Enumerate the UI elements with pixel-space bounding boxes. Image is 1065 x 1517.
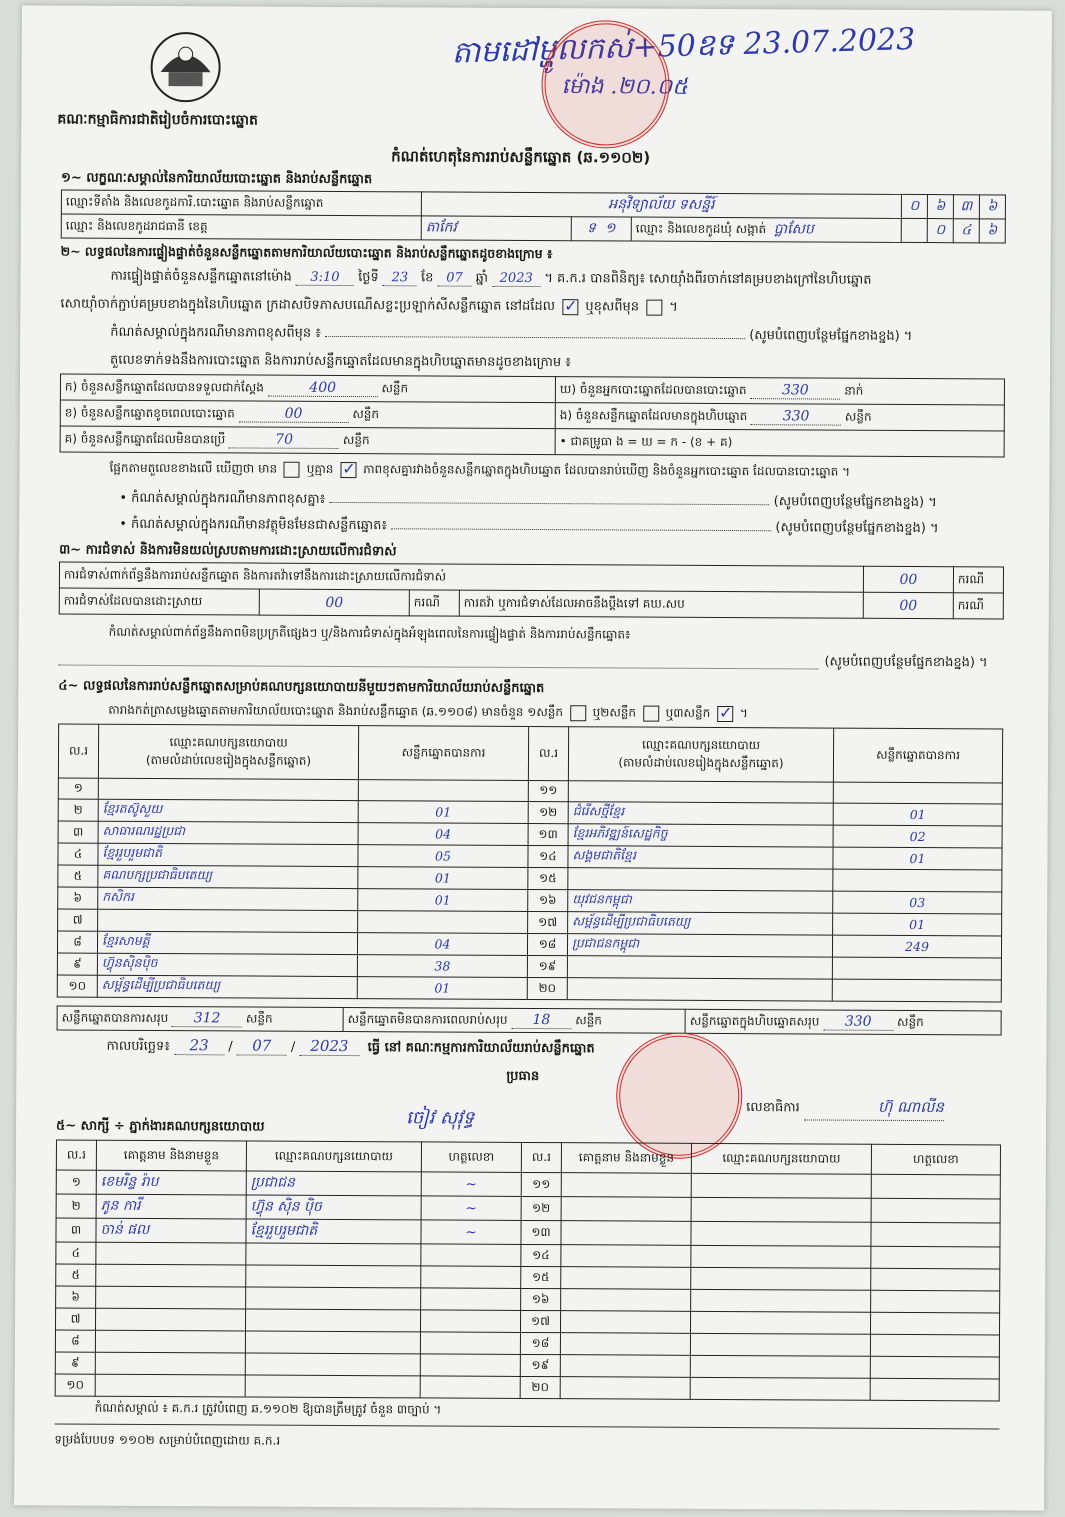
witness-name xyxy=(561,1221,691,1246)
witness-name xyxy=(95,1330,245,1353)
row-no: ១៣ xyxy=(521,1220,561,1244)
row-no: ៥ xyxy=(58,865,98,887)
row-no: ១២ xyxy=(528,801,568,823)
witness-signature xyxy=(871,1290,1000,1313)
chair-signature: ចៀវ សុវុទ្ធ xyxy=(406,1107,475,1129)
figures-intro: តួលេខទាក់ទងនឹងការបោះឆ្នោត និងការរាប់សន្លឹកឆ្នោតដែលមានក្នុងហិបឆ្នោតមានដូចខាងក្រោម ៖ xyxy=(110,352,572,371)
total-invalid-value: 18 xyxy=(511,1011,571,1028)
witness-party xyxy=(690,1333,870,1356)
sheets-line: តារាងកត់ត្រាសម្លេងឆ្នោតតាមការិយាល័យបោះឆ្នោត និងរាប់សន្លឹកឆ្នោត (ឆ.១១០៨) មានចំនួន ១សន្លឹក ឬ២សន្លឹក ឬ៣សន្លឹក ✓ ។ xyxy=(108,702,748,723)
year-label: ឆ្នាំ xyxy=(475,270,489,286)
witness-name xyxy=(560,1377,690,1400)
vote-count: 03 xyxy=(833,891,1002,914)
commune-code-digit: ៦ xyxy=(979,219,1005,243)
witness-signature: ~ xyxy=(421,1172,521,1197)
row-no: ១៥ xyxy=(528,867,568,889)
col-party-l2: (តាមលំដាប់លេខរៀងក្នុងសន្លឹកឆ្នោត) xyxy=(618,754,784,770)
bullet-difference xyxy=(119,490,937,513)
appeal-value: 00 xyxy=(863,592,953,618)
unit-label: នាក់ xyxy=(844,383,864,398)
results-row xyxy=(57,975,1001,1002)
witness-signature xyxy=(870,1312,999,1335)
vote-count xyxy=(833,869,1002,892)
location-table xyxy=(61,190,1006,244)
time-label: ការផ្ទៀងផ្ទាត់ចំនួនសន្លឹកឆ្នោតនៅម៉ោង xyxy=(110,268,292,285)
party-name: កសិករ xyxy=(98,887,358,910)
party-name: ប្រជាជនកម្ពុជា xyxy=(567,934,832,957)
handwritten-time-note: ម៉ោង .២០.០៥ xyxy=(561,74,688,100)
difference-note-label: កំណត់សម្គាល់ក្នុងករណីមានភាពខុសពីមុន ៖ xyxy=(110,324,322,341)
row-no: ១ xyxy=(56,1170,96,1194)
date-day: 23 xyxy=(174,1036,224,1055)
chair-label: ប្រធាន xyxy=(506,1068,540,1085)
witness-signature xyxy=(870,1378,999,1401)
col-votes: សន្លឹកឆ្នោតបានការ xyxy=(358,726,528,781)
vote-count: 04 xyxy=(357,933,527,956)
seal-check-text: សោយ៉ាំចាក់ភ្ជាប់គម្របខាងក្នុងនៃហិបឆ្នោត ក្រដាសបិទភាសបណើសខ្លះប្រឡាក់សីសន្លឹកឆ្នោត នៅដដែល xyxy=(60,296,556,315)
row-no: ៦ xyxy=(56,1286,96,1308)
col-no: ល.រ xyxy=(58,724,98,778)
party-name: សម្ព័ន្ធដើម្បីប្រជាធិបតេយ្យ xyxy=(568,912,833,935)
commune-code-digit: ០ xyxy=(927,219,953,243)
unit-label: សន្លឹក xyxy=(342,432,370,447)
row-no: ៧ xyxy=(58,909,98,931)
witness-name: ភូន ការី xyxy=(96,1194,246,1219)
witness-party xyxy=(245,1309,420,1332)
complaints-table xyxy=(59,562,1004,620)
irregularities-dots xyxy=(58,648,818,670)
row-no: ៩ xyxy=(57,953,97,975)
counts-table xyxy=(60,374,1005,458)
total-box-value: 330 xyxy=(823,1013,893,1030)
day-label: ថ្ងៃទី xyxy=(358,270,379,286)
handwritten-receipt-note: តាមដៅម្ហូលកស់+50ឧទ 23.07.2023 xyxy=(451,21,916,71)
row-no: ៩ xyxy=(55,1352,95,1374)
unit-label: សន្លឹក xyxy=(352,406,380,421)
bullet-dots xyxy=(391,528,771,531)
unit-label: ករណី xyxy=(953,567,1003,593)
witness-party xyxy=(245,1375,420,1398)
witness-party xyxy=(245,1331,420,1354)
witness-table xyxy=(55,1140,1001,1402)
vote-count: 01 xyxy=(833,803,1002,826)
row-no: ៨ xyxy=(57,931,97,953)
fill-note: (សូមបំពេញបន្ថែមផ្នែកខាងខ្នង) ។ xyxy=(749,328,913,344)
witness-signature: ~ xyxy=(421,1220,521,1245)
row-no: ៣ xyxy=(56,1218,96,1242)
total-invalid-label: សន្លឹកឆ្នោតមិនបានការពេលរាប់សរុប xyxy=(347,1011,508,1027)
no-difference-label: ឬគ្មាន xyxy=(306,461,334,476)
bullet-dots xyxy=(330,502,770,505)
province-label: ឈ្មោះ និងលេខកូដរាជធានី ខេត្ត xyxy=(61,214,421,240)
witness-signature xyxy=(871,1222,1000,1247)
witness-party xyxy=(246,1265,421,1288)
witness-party xyxy=(246,1287,421,1310)
row-no: ៣ xyxy=(58,821,98,843)
year-value: 2023 xyxy=(492,271,540,287)
vote-count: 01 xyxy=(833,847,1002,870)
party-name: ខ្មែរអភិវឌ្ឍន៍សេដ្ឋកិច្ច xyxy=(568,824,833,847)
section4-heading: ៤~ លទ្ធផលនៃការរាប់សន្លឹកឆ្នោតសម្រាប់គណបក្សនយោបាយនីមួយៗតាមការិយាល័យរាប់សន្លឹកឆ្នោត xyxy=(58,678,545,697)
witness-name xyxy=(561,1173,691,1198)
row-no: ១៤ xyxy=(528,845,568,867)
party-name: ហ៊្វុនស៊ិនប៉ិច xyxy=(97,953,357,976)
row-no: ១៤ xyxy=(521,1244,561,1266)
witness-party: ប្រជាជន xyxy=(246,1171,421,1196)
vote-count: 01 xyxy=(358,889,528,912)
witness-party xyxy=(691,1221,871,1246)
witness-name xyxy=(560,1333,690,1356)
witness-name xyxy=(95,1352,245,1375)
two-sheets-label: ឬ២សន្លឹក xyxy=(592,705,637,720)
fill-note: (សូមបំពេញបន្ថែមផ្នែកខាងខ្នង) ។ xyxy=(773,494,937,511)
totals-table xyxy=(57,1006,1002,1036)
location-code-digit: ៣ xyxy=(953,195,979,219)
sheets-text: តារាងកត់ត្រាសម្លេងឆ្នោតតាមការិយាល័យបោះឆ្នោត និងរាប់សន្លឹកឆ្នោត (ឆ.១១០៨) មានចំនួន ១សន្លឹក xyxy=(108,702,564,720)
unit-label: សន្លឹក xyxy=(897,1014,924,1029)
row-no: ១៣ xyxy=(528,823,568,845)
col-party: ឈ្មោះគណបក្សនយោបាយ xyxy=(246,1141,421,1172)
secretary-signature: ហ៊ុ ណាលីន xyxy=(804,1097,944,1121)
witness-name xyxy=(96,1242,246,1265)
col-no: ល.រ xyxy=(528,726,568,780)
bullet-nonballot-label: • កំណត់សម្គាល់ក្នុងករណីមានវត្ថុមិនមែនជាសន្លឹកឆ្នោត៖ xyxy=(119,516,388,534)
unused-value: 70 xyxy=(229,431,339,449)
secretary-label: លេខាធិការ xyxy=(746,1100,800,1116)
vote-count: 01 xyxy=(358,801,528,824)
commune-code-digit: ៤ xyxy=(953,219,979,243)
party-name: ខ្មែររួបរួមជាតិ xyxy=(98,843,358,866)
verification-time-line xyxy=(110,268,871,291)
vote-count: 01 xyxy=(833,913,1002,936)
received-value: 400 xyxy=(268,379,378,397)
col-name: គោត្តនាម និងនាមខ្លួន xyxy=(561,1143,691,1174)
witness-signature xyxy=(420,1376,520,1399)
three-sheets-label: ឬ៣សន្លឹក xyxy=(665,705,711,720)
committee-sign-label: ធ្វើ នៅ គណៈកម្មការការិយាល័យរាប់សន្លឹកឆ្នោត xyxy=(367,1040,595,1057)
party-name xyxy=(98,778,358,800)
vote-count: 38 xyxy=(357,955,527,978)
unit-label: សន្លឹក xyxy=(381,380,409,395)
party-name xyxy=(567,978,832,1001)
date-line: កាលបរិច្ឆេទ៖ 23 / 07 / 2023 ធ្វើ នៅ គណៈកម្មការការិយាល័យរាប់សន្លឹកឆ្នោត xyxy=(106,1036,595,1057)
day-value: 23 xyxy=(383,270,417,286)
witness-signature xyxy=(871,1198,1000,1223)
vote-count xyxy=(833,782,1002,804)
total-box-label: សន្លឹកឆ្នោតក្នុងហិបឆ្នោតសរុប xyxy=(689,1013,820,1029)
date-month: 07 xyxy=(237,1036,287,1055)
vote-count xyxy=(358,780,528,802)
unit-label: សន្លឹក xyxy=(245,1011,273,1026)
row-no: ២០ xyxy=(520,1376,560,1398)
witness-party: ខ្មែររួបរួមជាតិ xyxy=(246,1219,421,1244)
witness-party: ហ៊្វុន ស៊ិន ប៉ិច xyxy=(246,1195,421,1220)
section1-heading: ១~ លក្ខណៈសម្គាល់នៃការិយាល័យបោះឆ្នោត និងរាប់សន្លឹកឆ្នោត xyxy=(60,170,373,188)
witness-signature xyxy=(871,1246,1000,1269)
witness-name xyxy=(96,1286,246,1309)
in-box-value: 330 xyxy=(751,408,841,425)
complaints-value: 00 xyxy=(863,566,953,592)
witness-name xyxy=(561,1245,691,1268)
witness-signature xyxy=(420,1332,520,1355)
row-no: ១៩ xyxy=(527,955,567,977)
col-party xyxy=(98,724,358,779)
commune-label: ឈ្មោះ និងលេខកូដឃុំ សង្កាត់ xyxy=(635,221,767,237)
bullet-difference-label: • កំណត់សម្គាល់ក្នុងករណីមានភាពខុសគ្នា៖ xyxy=(119,490,326,507)
witness-party xyxy=(246,1243,421,1266)
party-name: យុវជនកម្ពុជា xyxy=(568,890,833,913)
witness-signature xyxy=(870,1334,999,1357)
resolved-value: 00 xyxy=(259,589,409,616)
footer-form-note: ទម្រង់បែបបទ ១១០២ សម្រាប់បំពេញដោយ គ.ក.រ xyxy=(54,1432,281,1448)
one-sheet-checkbox[interactable] xyxy=(570,705,586,721)
location-label: ឈ្មោះទីតាំង និងលេខកូដការិ.បោះឆ្នោត និងរាប់សន្លឹកឆ្នោត xyxy=(61,190,421,216)
row-no: ១១ xyxy=(521,1172,561,1196)
col-party: ឈ្មោះគណបក្សនយោបាយ xyxy=(691,1143,871,1174)
party-name xyxy=(568,781,833,803)
witness-signature xyxy=(421,1244,521,1267)
committee-name: គណៈកម្មាធិការជាតិរៀបចំការបោះឆ្នោត xyxy=(57,111,258,129)
unit-label: សន្លឹក xyxy=(575,1012,602,1027)
row-no: ២ xyxy=(58,799,98,821)
vote-count xyxy=(832,957,1001,980)
section5-heading: ៥~ សាក្សី ÷ ភ្នាក់ងារគណបក្សនយោបាយ xyxy=(56,1118,265,1135)
province-value: តាកែវ xyxy=(421,216,571,241)
witness-name xyxy=(561,1267,691,1290)
witness-party xyxy=(690,1355,870,1378)
vote-count xyxy=(358,911,528,934)
row-no: ៧ xyxy=(55,1308,95,1330)
voters-label: ឃ) ចំនួនអ្នកបោះឆ្នោតដែលបានបោះឆ្នោត xyxy=(559,381,747,397)
has-difference-checkbox[interactable] xyxy=(284,461,300,477)
col-no: ល.រ xyxy=(521,1142,561,1172)
changed-checkbox[interactable] xyxy=(646,299,662,315)
witness-party xyxy=(245,1353,420,1376)
fill-note: (សូមបំពេញបន្ថែមផ្នែកខាងខ្នង) ។ xyxy=(824,654,988,671)
col-name: គោត្តនាម និងនាមខ្លួន xyxy=(96,1140,246,1171)
row-no: ១០ xyxy=(57,975,97,997)
total-valid-value: 312 xyxy=(172,1010,242,1027)
seal-check-line: សោយ៉ាំចាក់ភ្ជាប់គម្របខាងក្នុងនៃហិបឆ្នោត ក្រដាសបិទភាសបណើសខ្លះប្រឡាក់សីសន្លឹកឆ្នោត នៅដដែល ✓ ឬខុសពីមុន ។ xyxy=(60,296,678,318)
vote-count xyxy=(832,979,1001,1002)
row-no: ១០ xyxy=(55,1374,95,1396)
time-value: 3:10 xyxy=(296,270,354,286)
row-no: ១៩ xyxy=(520,1354,560,1376)
row-no: ១៦ xyxy=(528,889,568,911)
two-sheets-checkbox[interactable] xyxy=(643,705,659,721)
in-box-label: ង) ចំនួនសន្លឹកឆ្នោតដែលមានក្នុងហិបឆ្នោត xyxy=(559,407,748,423)
witness-signature xyxy=(871,1174,1000,1199)
bullet-nonballot xyxy=(119,516,938,539)
official-stamp-top xyxy=(541,20,670,149)
commune-value: ប្លាសែប xyxy=(773,221,814,238)
month-label: ខែ xyxy=(420,270,434,286)
witness-name xyxy=(95,1374,245,1397)
witness-party xyxy=(690,1311,870,1334)
month-value: 07 xyxy=(437,270,471,286)
appeal-label: ការតវ៉ា ឬការជំទាស់ដែលអាចនឹងប្តឹងទៅ គឃ.សប xyxy=(459,590,863,618)
witness-signature xyxy=(421,1288,521,1311)
results-table xyxy=(57,724,1003,1003)
col-sign: ហត្ថលេខា xyxy=(421,1142,521,1173)
witness-party xyxy=(691,1245,871,1268)
row-no: ១៥ xyxy=(521,1266,561,1288)
witness-name xyxy=(96,1264,246,1287)
complaints-label: ការជំទាស់ពាក់ព័ន្ធនឹងការរាប់សន្លឹកឆ្នោត និងការតវ៉ាទៅនឹងការដោះស្រាយលើការជំទាស់ xyxy=(59,562,863,592)
col-party-l1: ឈ្មោះគណបក្សនយោបាយ xyxy=(641,737,761,752)
row-no: ១២ xyxy=(521,1196,561,1220)
row-no: ២០ xyxy=(527,977,567,999)
row-no: ៤ xyxy=(56,1242,96,1264)
witness-signature xyxy=(871,1268,1000,1291)
location-code-digit: ៦ xyxy=(979,195,1005,219)
witness-signature: ~ xyxy=(421,1196,521,1221)
party-name: គណបក្សប្រជាធិបតេយ្យ xyxy=(98,865,358,888)
col-sign: ហត្ថលេខា xyxy=(871,1144,1000,1175)
row-no: ៤ xyxy=(58,843,98,865)
footer-divider xyxy=(55,1424,1000,1430)
vote-count: 01 xyxy=(357,977,527,1000)
form-sheet xyxy=(14,5,1052,1510)
vote-count: 05 xyxy=(358,845,528,868)
received-label: ក) ចំនួនសន្លឹកឆ្នោតដែលបានទទួលជាក់ស្តែង xyxy=(64,379,264,395)
col-no: ល.រ xyxy=(56,1140,96,1170)
row-no: ១១ xyxy=(528,780,568,801)
unchanged-checkbox[interactable] xyxy=(562,299,578,315)
province-code-digit: ទ xyxy=(587,220,597,237)
witness-party xyxy=(691,1173,871,1198)
difference-line xyxy=(109,460,850,482)
footer-note: កំណត់សម្គាល់ ៖ គ.ក.រ ត្រូវបំពេញ ឆ.១១០២ ឱ្យបានត្រឹមត្រូវ ចំនួន ៣ច្បាប់ ។ xyxy=(94,1400,442,1417)
row-no: ១៨ xyxy=(527,933,567,955)
row-no: ១៦ xyxy=(521,1288,561,1310)
party-name xyxy=(568,868,833,891)
location-value: អនុវិទ្យាល័យ ទសន្នីរ៍ xyxy=(421,192,901,219)
witness-name xyxy=(560,1355,690,1378)
difference-note-line xyxy=(110,324,912,347)
party-name: ខ្មែរសាមគ្គី xyxy=(97,931,357,954)
total-valid-label: សន្លឹកឆ្នោតបានការសរុប xyxy=(61,1010,169,1025)
witness-name xyxy=(561,1289,691,1312)
voters-value: 330 xyxy=(750,382,840,399)
spoiled-value: 00 xyxy=(239,405,349,423)
witness-name: ខេមរិន្ទ រ៉ាប xyxy=(96,1170,246,1195)
unused-label: គ) ចំនួនសន្លឹកឆ្នោតដែលមិនបានប្រើ xyxy=(64,431,226,446)
province-code-digit: ១ xyxy=(604,220,616,237)
witness-signature xyxy=(420,1354,520,1377)
witness-party xyxy=(691,1197,871,1222)
witness-party xyxy=(691,1289,871,1312)
witness-name xyxy=(560,1311,690,1334)
party-name: សាធារណរដ្ឋប្រជា xyxy=(98,821,358,844)
difference-note-dots xyxy=(325,336,745,339)
col-party-l2: (តាមលំដាប់លេខរៀងក្នុងសន្លឹកឆ្នោត) xyxy=(145,752,312,768)
witness-signature xyxy=(420,1310,520,1333)
resolved-label: ការជំទាស់ដែលបានដោះស្រាយ xyxy=(59,588,259,615)
fill-note: (សូមបំពេញបន្ថែមផ្នែកខាងខ្នង) ។ xyxy=(775,520,939,537)
verification-text: ។ គ.ក.រ បានពិនិត្យ៖ សោយ៉ាំងពីរចាក់នៅគម្របខាងក្រៅនៃហិបឆ្នោត xyxy=(544,271,872,288)
row-no: ១៨ xyxy=(520,1332,560,1354)
party-name: ជំរើសថ្មីខ្មែរ xyxy=(568,802,833,825)
formula: • ជាគម្រូធា ង = ឃ = ក - (ខ + គ) xyxy=(555,429,1004,457)
witness-party xyxy=(690,1377,870,1400)
party-name xyxy=(567,956,832,979)
official-stamp-bottom xyxy=(616,1032,743,1159)
witness-signature xyxy=(421,1266,521,1289)
row-no: ២ xyxy=(56,1194,96,1218)
vote-count: 02 xyxy=(833,825,1002,848)
vote-count: 01 xyxy=(358,867,528,890)
witness-row xyxy=(55,1374,999,1401)
changed-label: ឬខុសពីមុន xyxy=(585,299,640,315)
row-no: ៨ xyxy=(55,1330,95,1352)
unit-label: សន្លឹក xyxy=(844,409,872,424)
difference-text: ផ្អែកតាមតួលេខខាងលើ ឃើញថា មាន xyxy=(109,460,278,476)
location-code-digit: ០ xyxy=(901,194,927,218)
irregularities-note: កំណត់សម្គាល់ពាក់ព័ន្ធនឹងភាពមិនប្រក្រតីផ្សេងៗ ឬ/និងការជំទាស់ក្នុងអំឡុងពេលនៃការផ្ទៀងផ្ទាត់ និងការរាប់សន្លឹកឆ្នោត៖ xyxy=(108,624,631,642)
secretary-line xyxy=(746,1097,944,1121)
witness-name xyxy=(561,1197,691,1222)
row-no: ១៧ xyxy=(520,1310,560,1332)
difference-desc: ភាពខុសគ្នារវាងចំនួនសន្លឹកឆ្នោតក្នុងហិបឆ្នោត ដែលបានរាប់ឃើញ និងចំនួនអ្នកបោះឆ្នោត ដែលបានបោះឆ្នោត ។ xyxy=(363,462,851,479)
spoiled-label: ខ) ចំនួនសន្លឹកឆ្នោតខូចពេលបោះឆ្នោត xyxy=(64,405,235,420)
row-no: ១៧ xyxy=(528,911,568,933)
witness-signature xyxy=(870,1356,999,1379)
party-name: ខ្មែរតស៊ូសួយ xyxy=(98,799,358,822)
form-title: កំណត់ហេតុនៃការរាប់សន្លឹកឆ្នោត (ឆ.១១០២) xyxy=(391,147,651,167)
location-code-digit: ៦ xyxy=(927,195,953,219)
col-party xyxy=(568,727,833,782)
witness-name xyxy=(95,1308,245,1331)
party-name xyxy=(98,909,358,932)
col-party-l1: ឈ្មោះគណបក្សនយោបាយ xyxy=(169,734,288,750)
party-name: សម្ព័ន្ធដើម្បីប្រជាធិបតេយ្យ xyxy=(97,975,357,998)
section2-heading: ២~ លទ្ធផលនៃការផ្ទៀងផ្ទាត់ចំនួនសន្លឹកឆ្នោតតាមការិយាល័យបោះឆ្នោត និងរាប់សន្លឹកឆ្នោតដូចខាងក្រោម ៖ xyxy=(60,243,553,262)
witness-name: ចាន់ ផល xyxy=(96,1218,246,1243)
vote-count: 249 xyxy=(832,935,1001,958)
party-name: សង្គមជាតិខ្មែរ xyxy=(568,846,833,869)
row-no: ១ xyxy=(58,778,98,799)
col-votes: សន្លឹកឆ្នោតបានការ xyxy=(833,728,1002,783)
row-no: ៥ xyxy=(56,1264,96,1286)
nec-logo xyxy=(146,28,224,106)
row-no: ៦ xyxy=(58,887,98,909)
unit-label: ករណី xyxy=(409,590,459,616)
date-year: 2023 xyxy=(299,1037,359,1056)
witness-party xyxy=(691,1267,871,1290)
section3-heading: ៣~ ការជំទាស់ និងការមិនយល់ស្របតាមការដោះស្រាយលើការជំទាស់ xyxy=(59,542,397,560)
unit-label: ករណី xyxy=(953,593,1003,619)
date-label: កាលបរិច្ឆេទ៖ xyxy=(106,1038,171,1055)
three-sheets-checkbox[interactable] xyxy=(717,705,733,721)
vote-count: 04 xyxy=(358,823,528,846)
no-difference-checkbox[interactable] xyxy=(340,461,356,477)
